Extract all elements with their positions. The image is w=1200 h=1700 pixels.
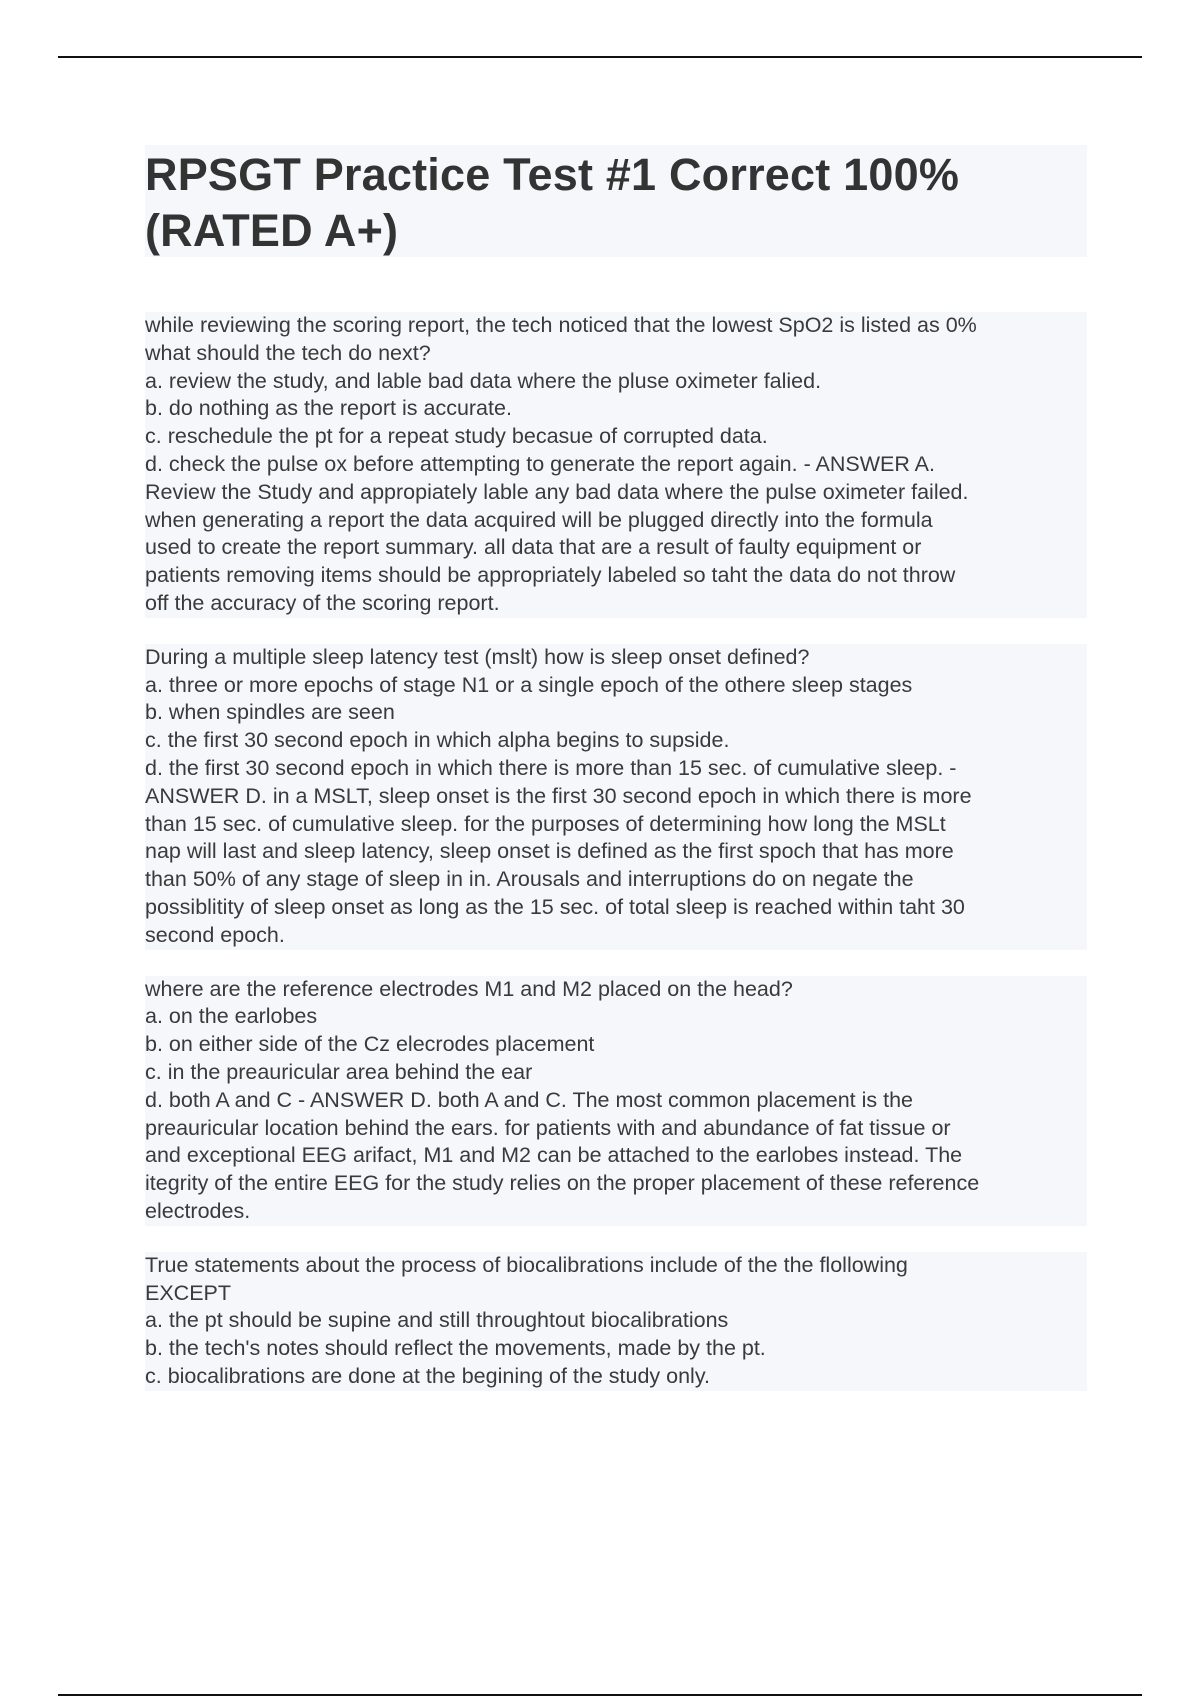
question-block bbox=[145, 976, 1087, 1226]
question-block bbox=[145, 644, 1087, 950]
question-text-line: when generating a report the data acquired will be plugged directly into the formula bbox=[145, 507, 933, 532]
question-text-line: b. when spindles are seen bbox=[145, 700, 395, 725]
question-text-line: d. check the pulse ox before attempting to generate the report again. - ANSWER A. bbox=[145, 451, 935, 476]
question-text-line: b. the tech's notes should reflect the movements, made by the pt. bbox=[145, 1336, 766, 1361]
question-text-line: c. the first 30 second epoch in which alpha begins to supside. bbox=[145, 728, 730, 753]
question-text-line: itegrity of the entire EEG for the study relies on the proper placement of these reference bbox=[145, 1171, 980, 1196]
question-text-line: d. the first 30 second epoch in which there is more than 15 sec. of cumulative sleep. - bbox=[145, 755, 957, 780]
question-text-line: a. three or more epochs of stage N1 or a single epoch of the othere sleep stages bbox=[145, 672, 913, 697]
question-text-line: second epoch. bbox=[145, 922, 285, 947]
question-text-line: d. both A and C - ANSWER D. both A and C. The most common placement is the bbox=[145, 1087, 914, 1112]
question-text-line: electrodes. bbox=[145, 1198, 251, 1223]
question-text-line: possiblitity of sleep onset as long as the 15 sec. of total sleep is reached within taht 30 bbox=[145, 894, 965, 919]
question-text-line: preauricular location behind the ears. for patients with and abundance of fat tissue or bbox=[145, 1115, 951, 1140]
question-block bbox=[145, 1252, 1087, 1391]
document-title-block bbox=[145, 145, 1087, 257]
document-title-line-1: RPSGT Practice Test #1 Correct 100% bbox=[145, 149, 960, 200]
question-text-line: During a multiple sleep latency test (mslt) how is sleep onset defined? bbox=[145, 644, 810, 669]
question-block bbox=[145, 312, 1087, 618]
question-text-line: c. biocalibrations are done at the begining of the study only. bbox=[145, 1363, 710, 1388]
question-text-line: ANSWER D. in a MSLT, sleep onset is the first 30 second epoch in which there is more bbox=[145, 783, 972, 808]
question-text-line: patients removing items should be appropriately labeled so taht the data do not throw bbox=[145, 563, 956, 588]
question-text-line: c. in the preauricular area behind the ear bbox=[145, 1059, 533, 1084]
bottom-divider bbox=[58, 1694, 1142, 1696]
question-text-line: b. on either side of the Cz elecrodes placement bbox=[145, 1032, 595, 1057]
question-text-line: off the accuracy of the scoring report. bbox=[145, 590, 500, 615]
document-title bbox=[145, 147, 1087, 259]
question-text-line: a. review the study, and lable bad data where the pluse oximeter falied. bbox=[145, 368, 822, 393]
question-text-line: used to create the report summary. all data that are a result of faulty equipment or bbox=[145, 535, 922, 560]
question-text-line: and exceptional EEG arifact, M1 and M2 can be attached to the earlobes instead. The bbox=[145, 1143, 963, 1168]
question-text-line: EXCEPT bbox=[145, 1280, 232, 1305]
question-text-line: c. reschedule the pt for a repeat study becasue of corrupted data. bbox=[145, 424, 768, 449]
question-text-line: nap will last and sleep latency, sleep onset is defined as the first spoch that has more bbox=[145, 839, 954, 864]
question-text-line: b. do nothing as the report is accurate. bbox=[145, 396, 512, 421]
question-text-line: where are the reference electrodes M1 and M2 placed on the head? bbox=[145, 976, 793, 1001]
question-text-line: a. on the earlobes bbox=[145, 1004, 318, 1029]
question-text-line: a. the pt should be supine and still throughtout biocalibrations bbox=[145, 1308, 729, 1333]
question-text-line: than 15 sec. of cumulative sleep. for the purposes of determining how long the MSLt bbox=[145, 811, 946, 836]
top-divider bbox=[58, 56, 1142, 58]
question-text-line: True statements about the process of biocalibrations include of the the flollowing bbox=[145, 1252, 908, 1277]
question-text-line: what should the tech do next? bbox=[145, 340, 431, 365]
question-text-line: while reviewing the scoring report, the tech noticed that the lowest SpO2 is listed as 0% bbox=[145, 313, 977, 337]
question-text-line: than 50% of any stage of sleep in in. Arousals and interruptions do on negate the bbox=[145, 867, 914, 892]
question-text-line: Review the Study and appropiately lable any bad data where the pulse oximeter failed. bbox=[145, 479, 969, 504]
question-list bbox=[145, 312, 1087, 1417]
document-title-line-2: (RATED A+) bbox=[145, 205, 399, 256]
